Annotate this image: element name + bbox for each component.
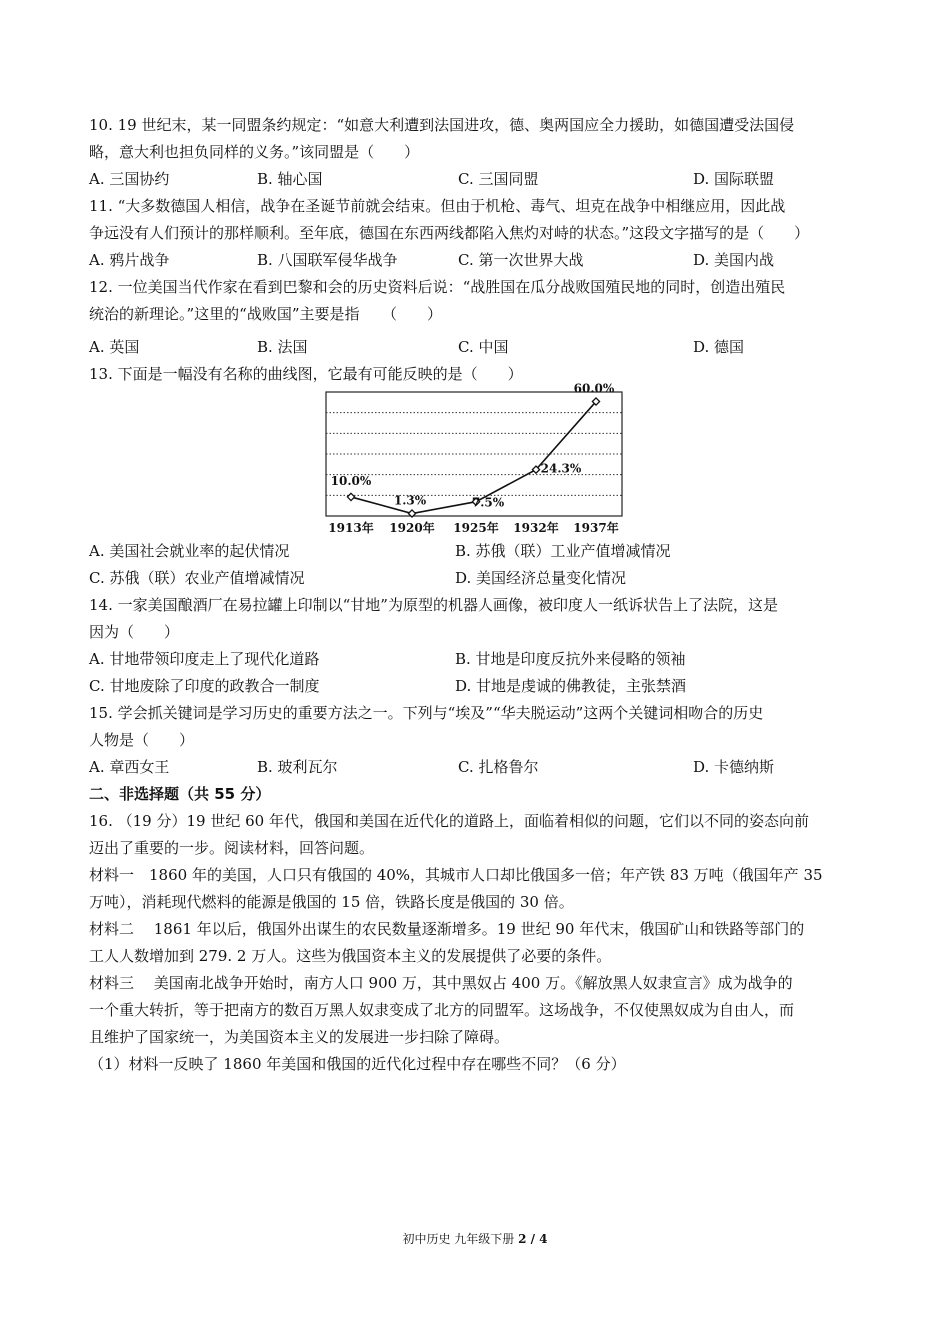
- page-footer: [0, 1230, 950, 1247]
- q10-option-a: A. 三国协约: [89, 170, 170, 188]
- q15-line1: 15. 学会抓关键词是学习历史的重要方法之一。下列与“埃及”“华夫脱运动”这两个关键词相吻合的历史: [89, 704, 764, 722]
- q14-line1: 14. 一家美国酿酒厂在易拉罐上印制以“甘地”为原型的机器人画像，被印度人一纸诉状告上了法院，这是: [89, 596, 778, 614]
- q14-option-d: D. 甘地是虔诚的佛教徒，主张禁酒: [455, 677, 687, 695]
- chart-data-label: 1.3%: [393, 493, 427, 508]
- q16-material3-line3: 且维护了国家统一，为美国资本主义的发展进一步扫除了障碍。: [89, 1028, 510, 1046]
- q11-options: [89, 247, 864, 274]
- q15-option-b: B. 玻利瓦尔: [257, 758, 338, 776]
- chart-x-tick-label: 1920年: [389, 521, 435, 535]
- footer-page-number: 2 / 4: [518, 1232, 548, 1246]
- q16-line1: 16. （19 分）19 世纪 60 年代，俄国和美国在近代化的道路上，面临着相似的问题，它们以不同的姿态向前: [89, 812, 809, 830]
- q10-option-c: C. 三国同盟: [458, 170, 539, 188]
- q15-line2: 人物是（ ）: [89, 731, 195, 749]
- chart-point: [347, 493, 354, 500]
- chart-x-tick-label: 1913年: [328, 521, 374, 535]
- q10-line2: 略，意大利也担负同样的义务。”该同盟是（ ）: [89, 143, 420, 161]
- q14-option-c: C. 甘地废除了印度的政教合一制度: [89, 677, 320, 695]
- q12-option-d: D. 德国: [693, 338, 745, 356]
- chart-data-label: 7.5%: [471, 495, 505, 510]
- q12-option-a: A. 英国: [89, 338, 140, 356]
- q13-option-c: C. 苏俄（联）农业产值增减情况: [89, 569, 305, 587]
- q11-line1: 11. “大多数德国人相信，战争在圣诞节前就会结束。但由于机枪、毒气、坦克在战争中相继应用，因此战: [89, 197, 786, 215]
- q11-option-b: B. 八国联军侵华战争: [257, 251, 398, 269]
- q16-material1-line1: 材料一 1860 年的美国，人口只有俄国的 40%，其城市人口却比俄国多一倍；年产铁 83 万吨（俄国年产 35: [89, 866, 823, 884]
- q11-line2: 争远没有人们预计的那样顺利。至年底，德国在东西两线都陷入焦灼对峙的状态。”这段文字描写的是（ ）: [89, 224, 810, 242]
- q16-material3-line1: 材料三 美国南北战争开始时，南方人口 900 万，其中黑奴占 400 万。《解放黑人奴隶宣言》成为战争的: [89, 974, 793, 992]
- section-2-heading: 二、非选择题（共 55 分）: [89, 785, 271, 803]
- q12-line2: 统治的新理论。”这里的“战败国”主要是指 （ ）: [89, 305, 443, 323]
- q15-option-c: C. 扎格鲁尔: [458, 758, 539, 776]
- chart-data-label: 10.0%: [330, 473, 372, 488]
- q11-option-d: D. 美国内战: [693, 251, 775, 269]
- exam-page: [89, 112, 864, 1078]
- q13-line1: 13. 下面是一幅没有名称的曲线图，它最有可能反映的是（ ）: [89, 365, 523, 383]
- q16-line2: 迈出了重要的一步。阅读材料，回答问题。: [89, 839, 375, 857]
- q13-option-d: D. 美国经济总量变化情况: [455, 569, 627, 587]
- chart-x-tick-label: 1937年: [573, 521, 619, 535]
- q10-option-d: D. 国际联盟: [693, 170, 775, 188]
- q12-option-b: B. 法国: [257, 338, 308, 356]
- q13-option-b: B. 苏俄（联）工业产值增减情况: [455, 542, 671, 560]
- q13-line-chart: [324, 381, 634, 536]
- q11-option-a: A. 鸦片战争: [89, 251, 170, 269]
- q12-line1: 12. 一位美国当代作家在看到巴黎和会的历史资料后说：“战胜国在瓜分战败国殖民地的同时，创造出殖民: [89, 278, 786, 296]
- q14-option-a: A. 甘地带领印度走上了现代化道路: [89, 650, 320, 668]
- q14-line2: 因为（ ）: [89, 623, 180, 641]
- chart-data-label: 24.3%: [540, 461, 582, 476]
- q10-option-b: B. 轴心国: [257, 170, 323, 188]
- footer-text: 初中历史 九年级下册: [402, 1232, 519, 1246]
- chart-x-tick-label: 1932年: [513, 521, 559, 535]
- chart-data-label: 60.0%: [573, 381, 615, 396]
- q16-material3-line2: 一个重大转折，等于把南方的数百万黑人奴隶变成了北方的同盟军。这场战争，不仅使黑奴成为自由人，而: [89, 1001, 795, 1019]
- q15-options: [89, 754, 864, 781]
- q13-option-a: A. 美国社会就业率的起伏情况: [89, 542, 290, 560]
- q13-chart-area: [89, 381, 864, 538]
- q15-option-d: D. 卡德纳斯: [693, 758, 775, 776]
- q16-material1-line2: 万吨），消耗现代燃料的能源是俄国的 15 倍，铁路长度是俄国的 30 倍。: [89, 893, 574, 911]
- q11-option-c: C. 第一次世界大战: [458, 251, 584, 269]
- q10-options: [89, 166, 864, 193]
- q12-option-c: C. 中国: [458, 338, 509, 356]
- q15-option-a: A. 章西女王: [89, 758, 170, 776]
- q14-option-b: B. 甘地是印度反抗外来侵略的领袖: [455, 650, 686, 668]
- q10-line1: 10. 19 世纪末，某一同盟条约规定：“如意大利遭到法国进攻，德、奥两国应全力援助，如德国遭受法国侵: [89, 116, 795, 134]
- q16-material2-line1: 材料二 1861 年以后，俄国外出谋生的农民数量逐渐增多。19 世纪 90 年代末，俄国矿山和铁路等部门的: [89, 920, 805, 938]
- q13-options: [89, 538, 864, 592]
- q14-options: [89, 646, 864, 700]
- q16-subquestion-1: （1）材料一反映了 1860 年美国和俄国的近代化过程中存在哪些不同？（6 分）: [89, 1055, 626, 1073]
- q12-options: [89, 334, 864, 361]
- chart-x-tick-label: 1925年: [453, 521, 499, 535]
- q16-material2-line2: 工人人数增加到 279. 2 万人。这些为俄国资本主义的发展提供了必要的条件。: [89, 947, 612, 965]
